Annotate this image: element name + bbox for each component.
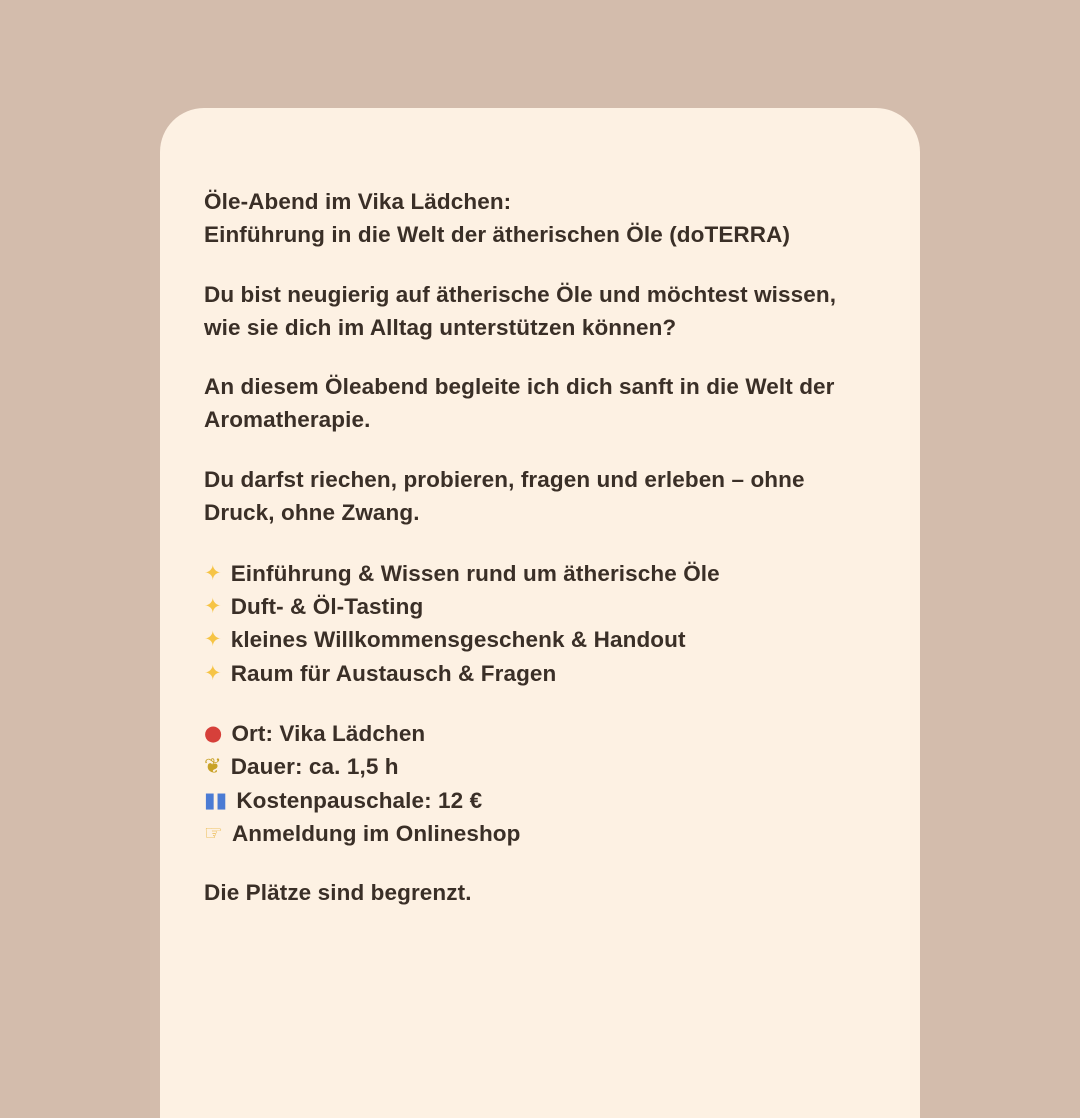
sparkles-icon: ✦	[204, 627, 222, 652]
list-item-label: kleines Willkommensgeschenk & Handout	[230, 627, 686, 653]
post-paragraph-2	[204, 371, 862, 437]
sparkles-icon: ✦	[204, 660, 222, 685]
post-title	[204, 186, 862, 252]
list-item	[204, 590, 862, 623]
list-item-label: Raum für Austausch & Fragen	[230, 660, 557, 686]
detail-item-duration	[204, 750, 862, 783]
post-paragraph-3-line-2: Druck, ohne Zwang.	[204, 499, 420, 525]
money-bills-icon: ▮▮	[204, 787, 228, 812]
post-paragraph-1-line-2: wie sie dich im Alltag unterstützen können?	[204, 314, 677, 340]
post-paragraph-1	[204, 279, 862, 345]
detail-item-label: Ort: Vika Lädchen	[231, 720, 426, 746]
post-paragraph-3-line-1: Du darfst riechen, probieren, fragen und erleben – ohne	[204, 467, 805, 493]
post-body	[204, 186, 862, 910]
candle-icon: ❦	[204, 754, 222, 779]
location-pin-icon: ●	[204, 720, 223, 745]
feature-list	[204, 557, 862, 690]
sparkles-icon: ✦	[204, 594, 222, 619]
sparkles-icon: ✦	[204, 560, 222, 585]
pointing-hand-icon: ☞	[204, 820, 223, 845]
detail-item-registration	[204, 817, 862, 850]
detail-item-label: Kostenpauschale: 12 €	[236, 787, 483, 813]
list-item-label: Duft- & Öl-Tasting	[230, 594, 424, 620]
list-item	[204, 557, 862, 590]
detail-item-price	[204, 784, 862, 817]
post-title-line-1: Öle-Abend im Vika Lädchen:	[204, 189, 512, 214]
post-paragraph-2-line-2: Aromatherapie.	[204, 407, 371, 433]
post-paragraph-1-line-1: Du bist neugierig auf ätherische Öle und möchtest wissen,	[204, 281, 837, 307]
list-item-label: Einführung & Wissen rund um ätherische Öle	[230, 560, 720, 586]
post-paragraph-3	[204, 464, 862, 530]
detail-item-label: Dauer: ca. 1,5 h	[230, 754, 399, 780]
post-card	[160, 108, 920, 1118]
post-paragraph-2-line-1: An diesem Öleabend begleite ich dich sanft in die Welt der	[204, 374, 835, 400]
detail-item-location	[204, 717, 862, 750]
list-item	[204, 657, 862, 690]
detail-item-label: Anmeldung im Onlineshop	[231, 820, 521, 846]
closing-note: Die Plätze sind begrenzt.	[204, 880, 472, 906]
post-title-line-2: Einführung in die Welt der ätherischen Öle (doTERRA)	[204, 221, 791, 247]
event-details-list	[204, 717, 862, 850]
list-item	[204, 623, 862, 656]
